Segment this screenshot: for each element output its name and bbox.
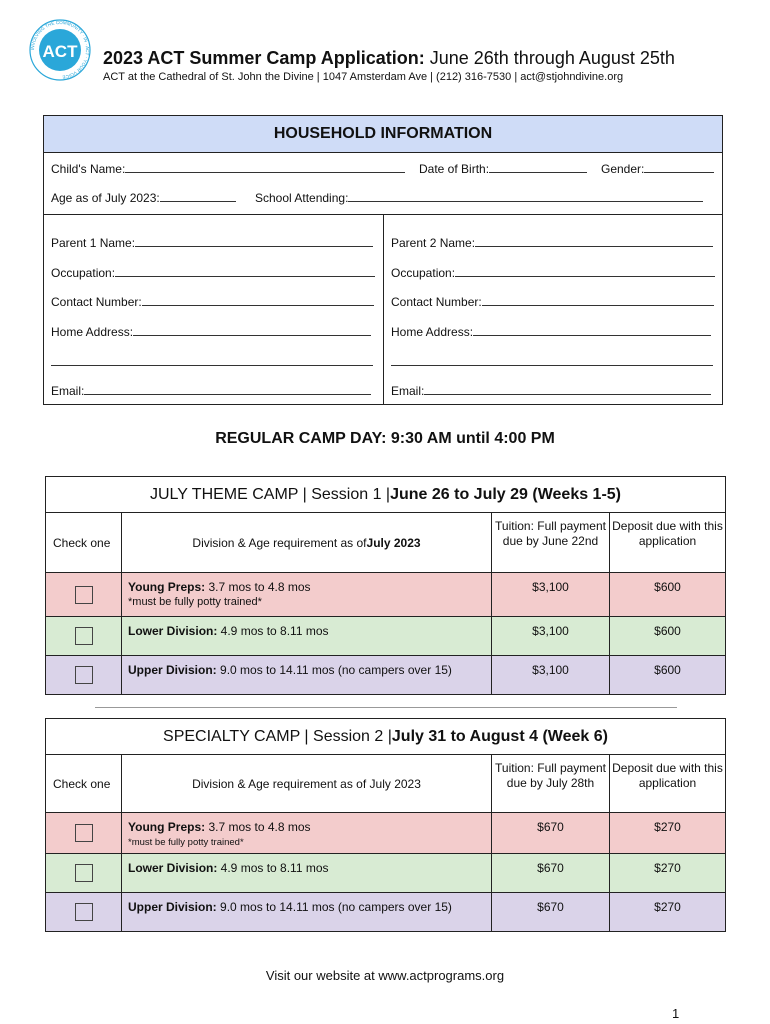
table-header-row: [46, 513, 725, 573]
potty-note: *must be fully potty trained*: [128, 596, 262, 608]
tuition-value: $670: [492, 813, 610, 853]
deposit-value: $270: [654, 900, 681, 914]
division-name: Young Preps:: [128, 580, 206, 594]
specialty-camp-title: SPECIALTY CAMP | Session 2 | July 31 to August 4 (Week 6): [46, 719, 725, 755]
section-divider: [95, 707, 677, 708]
parent1-email-field[interactable]: Email:: [51, 383, 371, 398]
deposit-header: Deposit due with this application: [612, 519, 723, 548]
household-heading: HOUSEHOLD INFORMATION: [44, 116, 722, 153]
parent1-address-line2[interactable]: [51, 354, 373, 369]
page-title: 2023 ACT Summer Camp Application: June 26th through August 25th: [103, 48, 675, 68]
tuition-header: Tuition: Full payment due by June 22nd: [492, 513, 610, 572]
parent2-occupation-field[interactable]: Occupation:: [391, 265, 715, 280]
deposit-value: $600: [654, 624, 681, 638]
specialty-camp-table: [45, 718, 726, 932]
website-footer: Visit our website at www.actprograms.org: [265, 968, 505, 983]
division-header: Division & Age requirement as of July 2023: [122, 513, 492, 572]
division-age: 4.9 mos to 8.11 mos: [217, 624, 329, 638]
july-theme-camp-table: [45, 476, 726, 695]
division-age: 3.7 mos to 4.8 mos: [205, 820, 311, 834]
table-row-lower-division: [46, 854, 725, 893]
act-logo: [28, 18, 92, 82]
young-preps-checkbox[interactable]: [75, 586, 93, 604]
july-camp-title: JULY THEME CAMP | Session 1 | June 26 to July 29 (Weeks 1-5): [46, 477, 725, 513]
school-field[interactable]: School Attending:: [255, 190, 703, 205]
upper-division-checkbox[interactable]: [75, 666, 93, 684]
tuition-header: Tuition: Full payment due by July 28th: [492, 755, 610, 812]
column-divider: [383, 214, 384, 404]
household-section: [43, 115, 723, 405]
table-row-young-preps: [46, 573, 725, 617]
parent2-contact-field[interactable]: Contact Number:: [391, 294, 714, 309]
deposit-header: Deposit due with this application: [612, 761, 723, 790]
division-name: Upper Division:: [128, 663, 217, 677]
parent1-address-field[interactable]: Home Address:: [51, 324, 371, 339]
deposit-value: $270: [654, 861, 681, 875]
deposit-value: $600: [654, 663, 681, 677]
parent2-name-field[interactable]: Parent 2 Name:: [391, 235, 713, 250]
parent1-contact-field[interactable]: Contact Number:: [51, 294, 374, 309]
tuition-value: $670: [492, 893, 610, 931]
childs-name-field[interactable]: Child's Name:: [51, 161, 405, 176]
check-one-header: Check one: [46, 513, 122, 572]
division-name: Lower Division:: [128, 624, 218, 638]
check-one-header: Check one: [46, 755, 122, 812]
parent1-name-field[interactable]: Parent 1 Name:: [51, 235, 373, 250]
table-header-row: [46, 755, 725, 813]
division-age: 9.0 mos to 14.11 mos (no campers over 15): [216, 900, 452, 914]
parent2-address-line2[interactable]: [391, 354, 713, 369]
deposit-value: $270: [654, 820, 681, 834]
division-name: Upper Division:: [128, 900, 217, 914]
lower-division-checkbox[interactable]: [75, 627, 93, 645]
tuition-value: $3,100: [492, 656, 610, 694]
upper-division-checkbox[interactable]: [75, 903, 93, 921]
table-row-lower-division: [46, 617, 725, 656]
division-name: Young Preps:: [128, 820, 206, 834]
tuition-value: $3,100: [492, 617, 610, 655]
svg-text:ACT: ACT: [42, 42, 78, 61]
regular-camp-day: REGULAR CAMP DAY: 9:30 AM until 4:00 PM: [215, 430, 555, 447]
table-row-upper-division: [46, 893, 725, 931]
deposit-value: $600: [654, 580, 681, 594]
dob-field[interactable]: Date of Birth:: [419, 161, 587, 176]
young-preps-checkbox[interactable]: [75, 824, 93, 842]
division-age: 4.9 mos to 8.11 mos: [217, 861, 329, 875]
division-header: Division & Age requirement as of July 2023: [122, 755, 492, 812]
division-age: 3.7 mos to 4.8 mos: [205, 580, 311, 594]
age-field[interactable]: Age as of July 2023:: [51, 190, 236, 205]
division-name: Lower Division:: [128, 861, 218, 875]
table-row-young-preps: [46, 813, 725, 854]
division-age: 9.0 mos to 14.11 mos (no campers over 15): [216, 663, 452, 677]
parent2-email-field[interactable]: Email:: [391, 383, 711, 398]
page-subtitle: ACT at the Cathedral of St. John the Divine | 1047 Amsterdam Ave | (212) 316-7530 | act@stjohndivine.org: [103, 71, 624, 83]
tuition-value: $670: [492, 854, 610, 892]
tuition-value: $3,100: [492, 573, 610, 616]
parent1-occupation-field[interactable]: Occupation:: [51, 265, 375, 280]
page-number: 1: [672, 1006, 680, 1021]
table-row-upper-division: [46, 656, 725, 694]
potty-note: *must be fully potty trained*: [128, 837, 244, 848]
lower-division-checkbox[interactable]: [75, 864, 93, 882]
gender-field[interactable]: Gender:: [601, 161, 714, 176]
logo-ring-text: INVOLVING THE COMMUNITY · IN · ACT · YOUR VOICE: [29, 19, 91, 80]
parent2-address-field[interactable]: Home Address:: [391, 324, 711, 339]
